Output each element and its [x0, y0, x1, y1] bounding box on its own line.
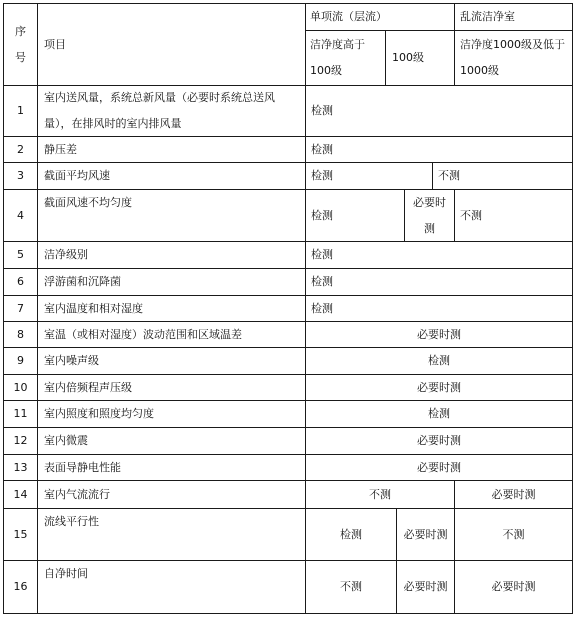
row-value: 检测: [311, 208, 333, 222]
row-no: 15: [13, 527, 28, 541]
row-item: 流线平行性: [44, 515, 99, 528]
row-item: 室温（或相对湿度）波动范围和区域温差: [44, 327, 242, 341]
row-item: 室内气流流行: [44, 487, 110, 501]
row-value: 必要时测: [417, 434, 461, 447]
row-value: 检测: [311, 301, 333, 315]
row-item: 浮游菌和沉降菌: [44, 275, 121, 288]
split-row4-b: [454, 189, 455, 241]
row-item: 静压差: [44, 142, 77, 156]
row-item: 室内温度和相对湿度: [44, 301, 143, 315]
row-item: 自净时间: [44, 567, 88, 580]
col-divider-seq: [37, 3, 38, 614]
row-no: 3: [17, 169, 24, 182]
table-border-bottom: [3, 613, 573, 614]
row-value: 检测: [311, 169, 333, 182]
row-no: 9: [17, 354, 24, 367]
row-no: 6: [17, 275, 24, 288]
row-value: 检测: [428, 354, 450, 367]
row-value: 必要时测: [403, 527, 448, 541]
row-no: 8: [17, 327, 24, 341]
row-value: 必要时测: [413, 195, 446, 235]
row-value: 必要时测: [417, 380, 461, 394]
row-item: 截面风速不均匀度: [44, 196, 132, 209]
row-value: 检测: [340, 527, 362, 541]
header-above-100: 洁净度高于100级: [310, 38, 365, 77]
row-no: 7: [17, 301, 24, 315]
row-value: 检测: [311, 104, 333, 117]
header-divider-v2: [385, 30, 386, 85]
row-no: 2: [17, 142, 24, 156]
row-no: 12: [13, 434, 28, 447]
row-value: 检测: [311, 142, 333, 156]
row-value: 不测: [438, 169, 460, 182]
row-value: 必要时测: [417, 327, 461, 341]
row-item: 洁净级别: [44, 248, 88, 261]
row-value: 检测: [311, 275, 333, 288]
row-no: 16: [13, 580, 28, 593]
row-value: 检测: [428, 407, 450, 420]
header-100: 100级: [392, 51, 424, 64]
row-no: 10: [13, 380, 28, 394]
row-item: 室内微震: [44, 434, 88, 447]
row-value: 检测: [311, 248, 333, 261]
row-value: 必要时测: [417, 460, 461, 474]
row-item: 截面平均风速: [44, 169, 110, 182]
row-value: 不测: [340, 580, 362, 593]
row-no: 4: [17, 208, 24, 222]
row-item: 室内噪声级: [44, 354, 99, 367]
row-item: 室内倍频程声压级: [44, 380, 132, 394]
row-item: 室内照度和照度均匀度: [44, 407, 154, 420]
row-value: 必要时测: [491, 487, 536, 501]
row-value: 不测: [502, 527, 525, 541]
header-divider-v1: [454, 3, 455, 85]
row-value: 不测: [460, 208, 482, 222]
header-seq: 序号: [15, 24, 26, 64]
header-unidirectional: 单项流（层流）: [310, 10, 387, 23]
table-border-right: [572, 3, 573, 614]
row-no: 11: [13, 407, 28, 420]
row-no: 5: [17, 248, 24, 261]
row-value: 不测: [369, 487, 391, 501]
row-item: 表面导静电性能: [44, 460, 121, 474]
row-no: 13: [13, 460, 28, 474]
row-no: 1: [17, 104, 24, 117]
row-value: 必要时测: [403, 580, 448, 593]
split-row3: [432, 162, 433, 189]
header-item: 项目: [44, 37, 66, 51]
row-item: 室内送风量，系统总新风量（必要时系统总送风量），在排风时的室内排风量: [44, 91, 275, 130]
row-no: 14: [13, 487, 28, 501]
header-turbulent: 乱流洁净室: [460, 10, 515, 23]
row-value: 必要时测: [491, 580, 536, 593]
header-1000: 洁净度1000级及低于1000级: [460, 38, 565, 77]
